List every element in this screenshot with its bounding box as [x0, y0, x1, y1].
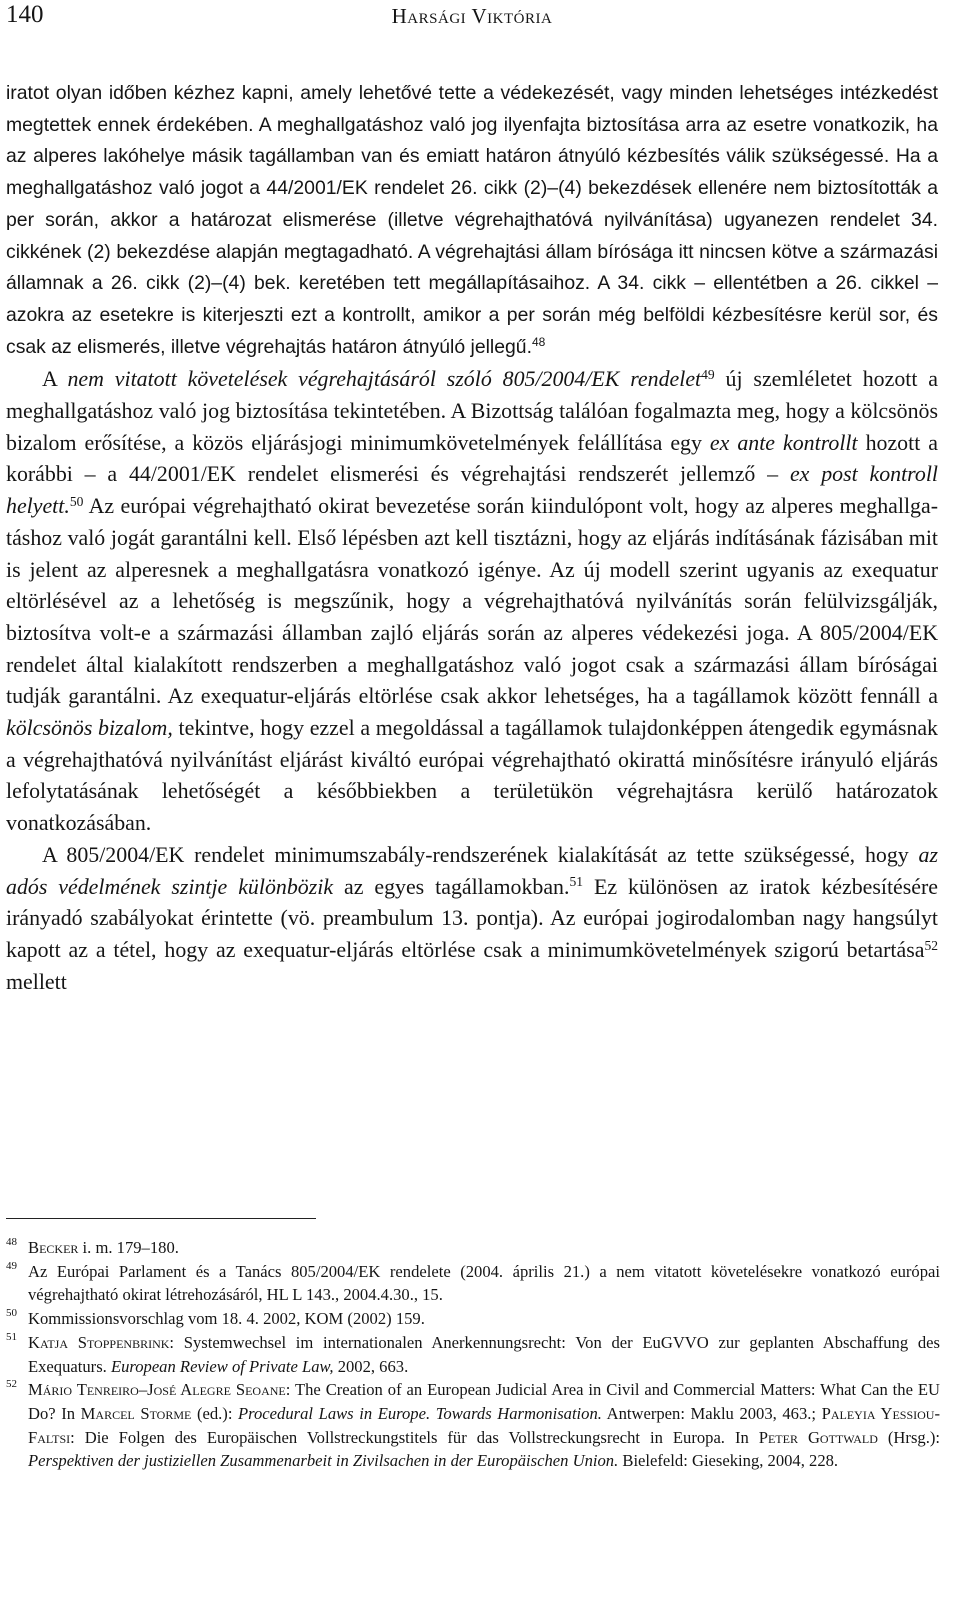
footnote-book-title: Procedural Laws in Europe. Towards Harmonisation. [238, 1403, 602, 1423]
footnote-ref-50: 50 [69, 493, 84, 509]
paragraph-3-text-c: az egyes tagállamokban. [333, 873, 570, 899]
ex-ante-term: ex ante kontrollt [709, 429, 858, 455]
footnote-number: 48 [6, 1236, 17, 1248]
footnote-number: 49 [6, 1259, 17, 1272]
footnote-48 [6, 1236, 940, 1260]
footnote-editor: Marcel Storme [80, 1403, 192, 1423]
footnote-book-title: Perspektiven der justiziellen Zusammenarbeit in Zivilsachen in der Europäischen Union. [28, 1451, 619, 1471]
paragraph-2 [6, 363, 938, 839]
footnote-editor: Peter Gottwald [758, 1427, 878, 1447]
footnote-ref-52: 52 [924, 937, 938, 953]
page-header [6, 0, 938, 30]
footnote-tail: 2002, 663. [333, 1356, 409, 1376]
paragraph-3 [6, 839, 938, 998]
footnote-50 [6, 1307, 940, 1331]
footnote-49 [6, 1260, 940, 1307]
footnote-author: Becker [28, 1238, 79, 1257]
footnote-51 [6, 1331, 940, 1378]
paragraph-1-text: iratot olyan időben kézhez kapni, amely lehetővé tette a védekezését, vagy minden lehetséges intézkedést megtettek ennek érdekében. A meghallgatáshoz való jog ilyenfajta biztosítása arra az esetre vonatkozik, ha az alperes lakóhelye másik tagállamban van és emiatt határon átnyúló kézbesítés válik szükségessé. Ha a meghallgatáshoz való jogot a 44/2001/EK rendelet 26. cikk (2)–(4) bekezdések ellenére nem biztosították a per során, akkor a határozat elismerése (illetve végrehajthatóvá nyilvánítása) ugyanezen rendelet 34. cikkének (2) bekezdése alapján megtagadható. A végrehajtási állam bírósága itt nincsen kötve a származási államnak a 26. cikk (2)–(4) bek. keretében tett megállapításaihoz. A 34. cikk – ellentétben a 26. cikkel – azokra az esetekre is kiterjeszti ezt a kontrollt, amikor a per során még belföldi kézbesítésre kerül sor, és csak az elismerés, illetve végrehajtás határon átnyúló jellegű. [6, 82, 938, 358]
footnote-separator [6, 1218, 316, 1219]
paragraph-2-text-g: Az európai végrehajtható okirat bevezetése során kiindulópont volt, hogy az alperes meghallgatáshoz való jogát garantálni kell. Első lépésben azt kell tisztázni, hogy az eljárás indításának fázisában mit is jelent az alperesnek a meghallgatásra vonatkozó igénye. Az új modell szerint ugyanis az exequatur eltörlésével az a lehetőség is megszűnik, hogy a végrehajthatóvá nyilvánítás során felülvizsgálják, biztosítva volt-e a származási államban zajló eljárás során az alperes védekezési joga. A 805/2004/EK rendelet által kialakított rendszerben a meghallgatáshoz való jogot csak a származási állam bíróságai tudják garantálni. Az exequatur-eljárás eltörlése csak akkor lehetséges, ha a tagállamok között fennáll a [6, 493, 938, 709]
footnote-ref-48: 48 [531, 335, 546, 350]
paragraph-1 [6, 78, 938, 363]
paragraph-2-text-e: hozott a korábbi – a 44/2001/EK rendelet elismerési és végrehajtási rendszerét jellemző – [6, 429, 938, 487]
footnote-journal: European Review of Private Law, [110, 1356, 334, 1376]
paragraph-3-text-d: Ez különösen az iratok kézbesítésére irányadó szabályokat érintette (vö. preambulum 13. pontja). Az európai jogirodalomban nagy hangsúlyt kapott az a tétel, hogy az exequatur-eljárás eltörlése csak a minimumkövetelmények szigorú betartása [6, 873, 938, 962]
footnote-text: : Systemwechsel im internationalen Anerkennungsrecht: Von der EuGVVO zur geplanten Abschaffung des Exequaturs. [28, 1332, 940, 1376]
footnote-number: 52 [6, 1378, 17, 1391]
footnote-text: Bielefeld: Gieseking, 2004, 228. [618, 1451, 839, 1471]
regulation-title: nem vitatott követelések végrehajtásáról szóló 805/2004/EK rendelet [67, 366, 702, 392]
footnote-text: : Die Folgen des Europäischen Vollstreckungstitels für das Vollstreckungsrecht in Europa. In [70, 1427, 759, 1447]
footnote-text: Antwerpen: Maklu 2003, 463.; [601, 1403, 822, 1423]
footnote-text: (Hrsg.): [877, 1427, 940, 1447]
page-number: 140 [6, 1, 44, 28]
footnote-text: (ed.): [191, 1403, 239, 1423]
footnote-author: Paleyia Yessiou-Faltsi [28, 1403, 941, 1447]
footnote-text: : The Creation of an European Judicial Area in Civil and Commercial Matters: What Can the EU Do? In [28, 1380, 940, 1423]
paragraph-2-text-a: A [42, 366, 68, 392]
footnotes [6, 1236, 940, 1473]
mutual-trust-term: kölcsönös bizalom, [6, 715, 173, 741]
footnote-number: 50 [6, 1307, 17, 1320]
paragraph-3-text-e: mellett [6, 968, 67, 994]
footnote-text: i. m. 179–180. [78, 1238, 179, 1257]
footnote-ref-49: 49 [701, 367, 715, 383]
footnote-number: 51 [6, 1330, 17, 1343]
paragraph-3-text-a: A 805/2004/EK rendelet minimumszabály-rendszerének kialakítását az tette szükségessé, hogy [42, 841, 919, 867]
footnote-author: Mário Tenreiro–José Alegre Seoane [28, 1380, 286, 1400]
running-title: Harsági Viktória [391, 4, 553, 28]
footnote-text: Az Európai Parlament és a Tanács 805/2004/EK rendelete (2004. április 21.) a nem vitatott követelésekre vonatkozó európai végrehajtható okirat létrehozásáról, HL L 143., 2004.4.30., 15. [28, 1261, 940, 1305]
ex-post-term: ex post kontroll helyett. [6, 461, 939, 519]
paragraph-2-text-i: tekintve, hogy ezzel a megoldással a tagállamok tulajdonképpen átengedik egymásnak a végrehajthatóvá nyilvánítást eljárást kiváltó európai végrehajtható okirattá minősítésre irányuló eljárás lefolytatásának lehetőségét a későbbiekben a területükön végrehajtásra kerülő határozatok vonatkozásában. [6, 715, 939, 836]
paragraph-2-text-c: új szemléletet hozott a meghallgatáshoz való jog biztosítása tekintetében. A Bizottság találóan fogalmazta meg, hogy a kölcsönös bizalom erősítése, a közös eljárásjogi minimumkövetelmények felállítása egy [6, 366, 938, 455]
debtor-protection-term: az adós védelmének szintje különbözik [6, 841, 938, 899]
footnote-author: Katja Stoppenbrink [28, 1332, 170, 1352]
footnote-text: Kommissionsvorschlag vom 18. 4. 2002, KOM (2002) 159. [28, 1309, 425, 1329]
main-text [6, 78, 938, 997]
footnote-ref-51: 51 [569, 874, 584, 890]
footnote-52 [6, 1378, 940, 1473]
